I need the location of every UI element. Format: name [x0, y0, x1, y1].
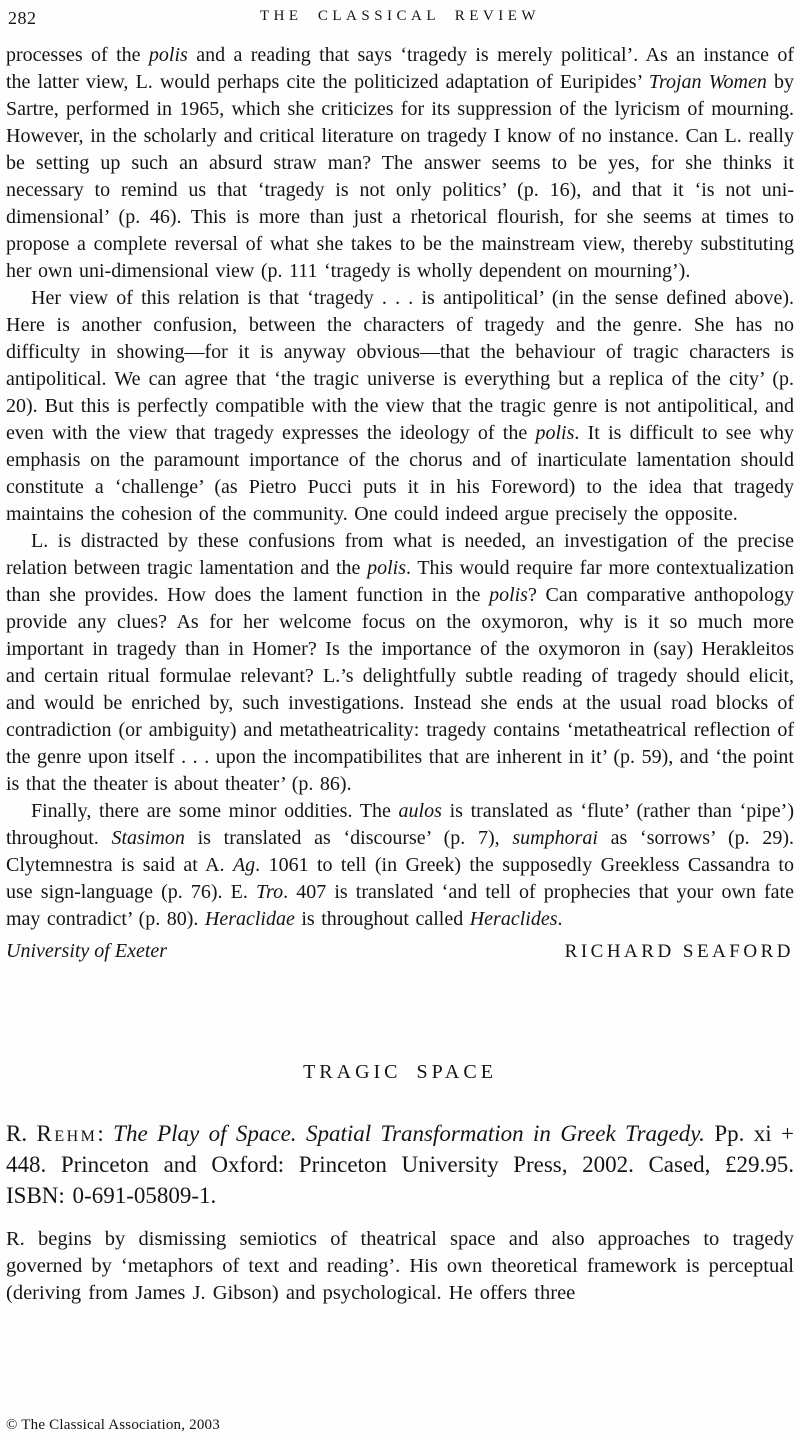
- page-number: 282: [8, 8, 37, 28]
- text-segment: Rehm: [36, 1121, 98, 1146]
- text-segment: Her view of this relation is that ‘tragedy . . . is antipolitical’ (in the sense defined above). Here is another confusion, between the characters of tragedy and the genre. She has no difficulty in showing—for it is anyway obvious—that the behaviour of tragic characters is antipolitical. We can agree that ‘the tragic universe is everything but a replica of the city’ (p. 20). But this is perfectly compatible with the view that the tragic genre is not antipolitical, and even with the view that tragedy expresses the ideology of the: [6, 287, 794, 444]
- text-segment: Stasimon: [111, 827, 185, 849]
- text-segment: Heraclides: [469, 908, 558, 930]
- text-segment: .: [557, 908, 563, 930]
- text-segment: processes of the: [6, 44, 149, 66]
- copyright-footer: © The Classical Association, 2003: [6, 1417, 220, 1433]
- text-segment: R. begins by dismissing semiotics of theatrical space and also approaches to tragedy governed by ‘metaphors of text and reading’. His own theoretical framework is perceptual (deriving from James J. Gibson) and psychological. He offers three: [6, 1228, 794, 1304]
- reviewer-name: RICHARD SEAFORD: [564, 941, 794, 962]
- running-head: [6, 8, 794, 30]
- review-paragraph: [6, 1226, 794, 1307]
- text-segment: and a reading that says ‘tragedy is merely political’. As an instance of the latter view, L. would perhaps cite the politicized adaptation of Euripides’: [6, 44, 794, 93]
- text-segment: L. is distracted by these confusions from what is needed, an investigation of the precise relation between tragic lamentation and the: [6, 530, 794, 579]
- review-signature: [6, 940, 794, 963]
- text-segment: polis: [535, 422, 575, 444]
- review-paragraph: [6, 42, 794, 285]
- review-paragraph: [6, 285, 794, 528]
- review-paragraph: [6, 798, 794, 933]
- text-segment: . This would require far more contextualization than she provides. How does the lament function in the: [6, 557, 794, 606]
- text-segment: as ‘sorrows’ (p. 29). Clytemnestra is said at A.: [6, 827, 794, 876]
- text-segment: is throughout called: [294, 908, 470, 930]
- text-segment: Ag: [232, 854, 256, 876]
- next-review-body: [6, 1226, 794, 1307]
- text-segment: Finally, there are some minor oddities. The: [31, 800, 399, 822]
- book-citation: [6, 1118, 794, 1211]
- reviewer-affiliation: University of Exeter: [6, 940, 168, 962]
- text-segment: is translated as ‘discourse’ (p. 7),: [184, 827, 513, 849]
- review-first-body: [6, 42, 794, 933]
- text-segment: . 407 is translated ‘and tell of prophecies that your own fate may contradict’ (p. 80).: [6, 881, 794, 930]
- text-segment: polis: [148, 44, 188, 66]
- text-segment: Trojan Women: [648, 71, 767, 93]
- text-segment: Pp. xi + 448. Princeton and Oxford: Princeton University Press, 2002. Cased, £29.95. ISBN: 0-691-05809-1.: [6, 1121, 794, 1208]
- text-segment: is translated as ‘flute’ (rather than ‘pipe’) throughout.: [6, 800, 794, 849]
- text-segment: . It is difficult to see why emphasis on the paramount importance of the chorus and of inarticulate lamentation should constitute a ‘challenge’ (as Pietro Pucci puts it in his Foreword) to the idea that tragedy maintains the cohesion of the community. One could indeed argue precisely the opposite.: [6, 422, 794, 525]
- text-segment: sumphorai: [512, 827, 598, 849]
- text-segment: The Play of Space. Spatial Transformation in Greek Tragedy.: [113, 1121, 705, 1146]
- text-segment: Tro: [256, 881, 284, 903]
- text-segment: aulos: [398, 800, 442, 822]
- text-segment: polis: [367, 557, 407, 579]
- review-paragraph: [6, 528, 794, 798]
- text-segment: . 1061 to tell (in Greek) the supposedly Greekless Cassandra to use sign-language (p. 76). E.: [6, 854, 794, 903]
- text-segment: ? Can comparative anthopology provide any clues? As for her welcome focus on the oxymoron, why is it so much more important in tragedy than in Homer? Is the importance of the oxymoron in (say) Herakleitos and certain ritual formulae relevant? L.’s delightfully subtle reading of tragedy should elicit, and would be enriched by, such investigations. Instead she ends at the usual road blocks of contradiction (or ambiguity) and metatheatricality: tragedy contains ‘metatheatrical reflection of the genre upon itself . . . upon the incompatibilites that are inherent in it’ (p. 59), and ‘the point is that the theater is about theater’ (p. 86).: [6, 584, 795, 795]
- next-review-heading: TRAGIC SPACE: [303, 1061, 497, 1083]
- text-segment: R.: [6, 1121, 37, 1146]
- text-segment: :: [97, 1121, 114, 1146]
- text-segment: polis: [489, 584, 528, 606]
- journal-title: THE CLASSICAL REVIEW: [259, 8, 541, 24]
- text-segment: by Sartre, performed in 1965, which she criticizes for its suppression of the lyricism of mourning. However, in the scholarly and critical literature on tragedy I know of no instance. Can L. really be setting up such an absurd straw man? The answer seems to be yes, for she thinks it necessary to remind us that ‘tragedy is not only politics’ (p. 16), and that it ‘is not uni-dimensional’ (p. 46). This is more than just a rhetorical flourish, for she seems at times to propose a complete reversal of what she takes to be the mainstream view, thereby substituting her own uni-dimensional view (p. 111 ‘tragedy is wholly dependent on mourning’).: [6, 71, 795, 282]
- text-segment: Heraclidae: [204, 908, 295, 930]
